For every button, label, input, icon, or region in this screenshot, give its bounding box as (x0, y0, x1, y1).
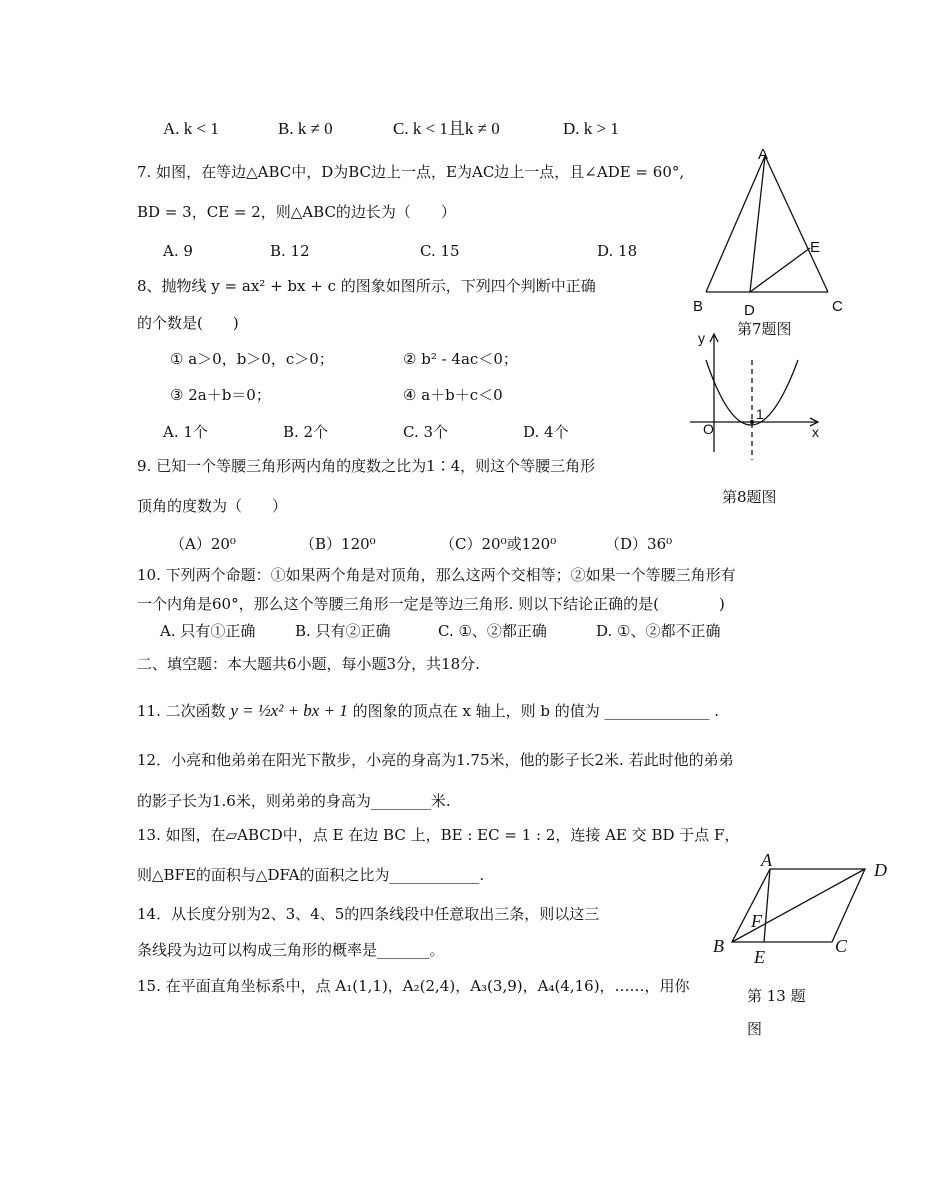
q8-option-c: C. 3个 (403, 423, 449, 441)
q10-option-c: C. ①、②都正确 (438, 622, 547, 640)
q11-end: . (714, 702, 720, 720)
fig8-label-one: 1 (756, 406, 764, 422)
q11-answer-blank[interactable]: ______________ (604, 702, 710, 720)
q10-option-b: B. 只有②正确 (295, 622, 391, 640)
q8-option-b: B. 2个 (283, 423, 329, 441)
q13-line2-b: . (479, 866, 485, 884)
fig13-label-f: F (751, 911, 762, 931)
q8-option-a: A. 1个 (163, 423, 208, 441)
q12-line2 (137, 792, 451, 812)
q9-option-c: （C）20⁰或120⁰ (440, 535, 557, 553)
q10-line1: 10. 下列两个命题：①如果两个角是对顶角，那么这两个交相等；②如果一个等腰三角形有 (137, 566, 736, 584)
fig7-label-e: E (810, 239, 821, 256)
q9-option-a: （A）20⁰ (170, 535, 236, 553)
fig8-caption: 第8题图 (722, 488, 777, 506)
q6-option-b: B. k ≠ 0 (278, 119, 333, 138)
fig7-side-ab (706, 156, 765, 292)
q11-suffix: 的图象的顶点在 x 轴上，则 b 的值为 (352, 702, 600, 720)
fig7-label-d: D (744, 302, 755, 319)
q15-line1: 15. 在平面直角坐标系中，点 A₁(1,1)，A₂(2,4)，A₃(3,9)，A₄(4,16)，……，用你 (137, 977, 690, 995)
fig8-label-origin: O (703, 421, 714, 437)
q11-formula: y = ½x² + bx + 1 (230, 701, 348, 720)
q13-line2-a: 则△BFE的面积与△DFA的面积之比为 (137, 866, 390, 884)
q13-answer-blank[interactable]: ____________ (389, 866, 480, 884)
fig13-label-b: B (713, 936, 724, 956)
fig13-label-c: C (835, 936, 848, 956)
figure-13-parallelogram (720, 860, 880, 950)
q9-line1: 9. 已知一个等腰三角形两内角的度数之比为1∶4，则这个等腰三角形 (137, 457, 596, 475)
fig13-caption-line2: 图 (747, 1020, 763, 1038)
q7-option-c: C. 15 (420, 242, 460, 260)
q12-line2-b: 米. (430, 792, 451, 810)
fig7-segment-de (750, 248, 810, 292)
q12-answer-blank[interactable]: ________ (370, 792, 431, 810)
q14-line2-b: 。 (429, 941, 445, 959)
fig7-caption: 第7题图 (737, 320, 792, 338)
q6-option-d: D. k > 1 (563, 119, 619, 138)
fig13-label-a: A (761, 850, 772, 870)
q7-option-d: D. 18 (597, 242, 638, 260)
figure-7-triangle (700, 150, 840, 300)
section-2-heading: 二、填空题：本大题共6小题，每小题3分，共18分. (137, 655, 480, 673)
q12-line1: 12．小亮和他弟弟在阳光下散步，小亮的身高为1.75米，他的影子长2米. 若此时他的弟弟 (137, 751, 734, 769)
q7-option-a: A. 9 (163, 242, 193, 260)
q14-line2 (137, 941, 445, 961)
q13-line1: 13. 如图，在▱ABCD中，点 E 在边 BC 上，BE : EC = 1 : 2，连接 AE 交 BD 于点 F， (137, 826, 740, 844)
q14-line2-a: 条线段为边可以构成三角形的概率是 (137, 941, 378, 959)
q9-line2: 顶角的度数为（ ） (137, 497, 288, 515)
q12-line2-a: 的影子长为1.6米，则弟弟的身高为 (137, 792, 371, 810)
fig8-point-one (750, 420, 754, 424)
fig8-label-x: x (812, 424, 819, 440)
q8-item-4: ④ a＋b＋c＜0 (403, 386, 503, 404)
fig13-label-d: D (874, 860, 887, 880)
q8-line1: 8、抛物线 y = ax² + bx + c 的图象如图所示，下列四个判断中正确 (137, 277, 596, 295)
q11-prefix: 11. 二次函数 (137, 702, 226, 720)
fig7-label-b: B (693, 298, 704, 315)
q8-item-1: ① a＞0，b＞0，c＞0； (170, 350, 334, 368)
q13-line2 (137, 866, 484, 886)
q10-option-d: D. ①、②都不正确 (596, 622, 721, 640)
q8-item-3: ③ 2a＋b＝0； (170, 386, 271, 404)
figure-8-parabola (690, 330, 830, 460)
q6-option-a: A. k < 1 (163, 119, 219, 138)
q11-line (137, 700, 719, 722)
q10-option-a: A. 只有①正确 (160, 622, 256, 640)
q7-line2: BD = 3，CE = 2，则△ABC的边长为（ ） (137, 203, 456, 221)
q7-line1: 7. 如图，在等边△ABC中，D为BC边上一点，E为AC边上一点，且∠ADE = 60°, (137, 163, 685, 181)
q8-item-2: ② b² - 4ac＜0； (403, 350, 518, 368)
q14-answer-blank[interactable]: _______ (377, 941, 430, 959)
q14-line1: 14．从长度分别为2、3、4、5的四条线段中任意取出三条，则以这三 (137, 905, 600, 923)
fig13-label-e: E (754, 947, 765, 967)
fig13-caption-line1: 第 13 题 (747, 987, 806, 1005)
fig7-label-a: A (758, 146, 769, 163)
fig7-label-c: C (832, 298, 843, 315)
q8-line2: 的个数是( ) (137, 314, 239, 332)
q9-option-d: （D）36⁰ (605, 535, 673, 553)
q6-option-c: C. k < 1且k ≠ 0 (393, 119, 500, 138)
fig7-side-ac (765, 156, 828, 292)
q7-option-b: B. 12 (270, 242, 310, 260)
q10-line2: 一个内角是60°，那么这个等腰三角形一定是等边三角形. 则以下结论正确的是( ) (137, 595, 725, 613)
fig8-label-y: y (698, 330, 705, 346)
q8-option-d: D. 4个 (523, 423, 569, 441)
fig7-segment-ad (750, 156, 765, 292)
q9-option-b: （B）120⁰ (300, 535, 376, 553)
